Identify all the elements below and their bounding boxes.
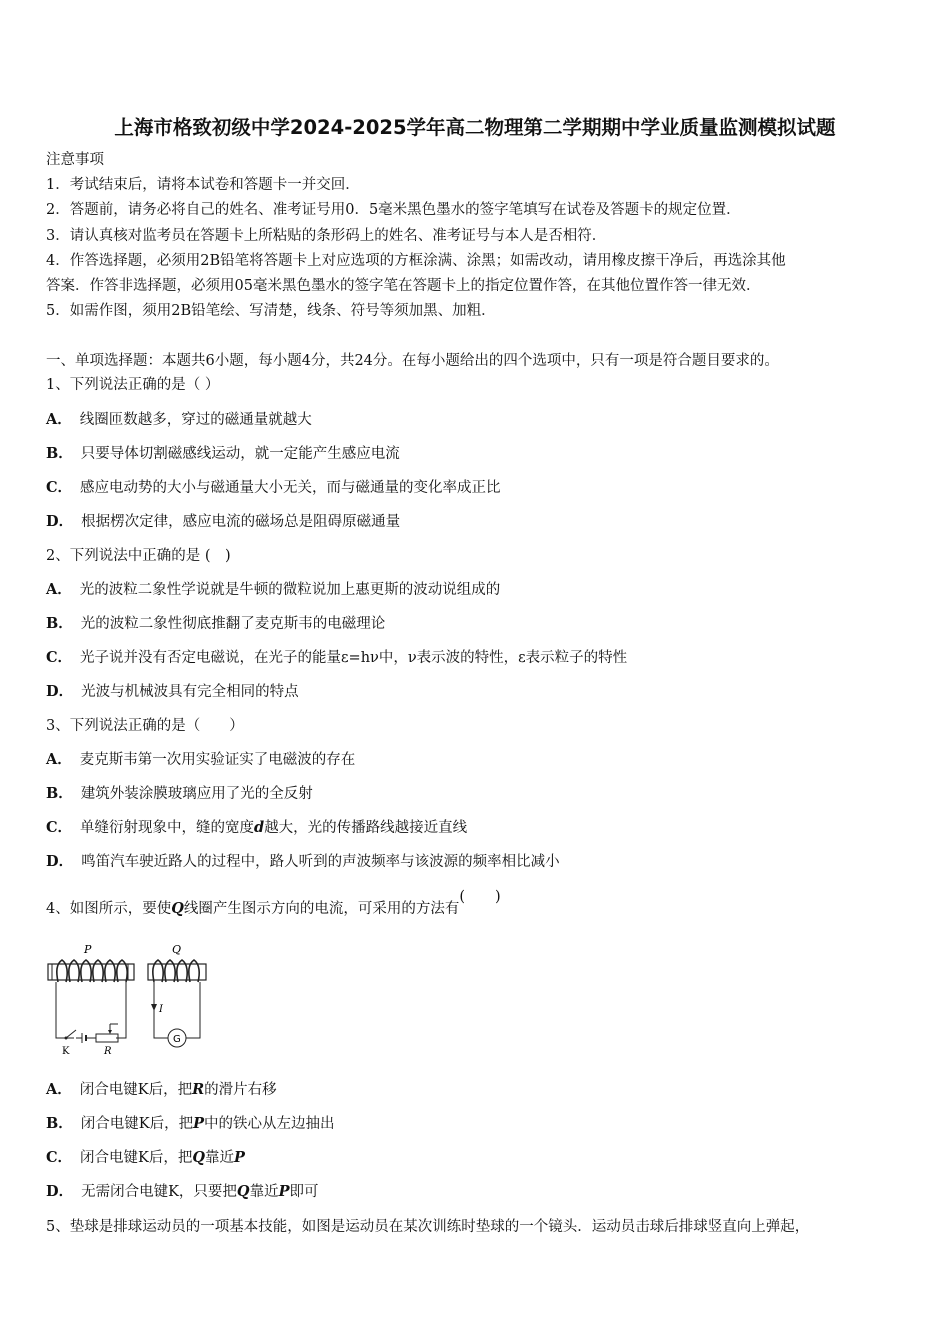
option-letter: A． <box>46 1081 72 1098</box>
notice-item: 5．如需作图，须用2B铅笔绘、写清楚，线条、符号等须加黑、加粗． <box>46 303 496 319</box>
option-letter: B． <box>46 1115 73 1132</box>
option-letter: C． <box>46 649 73 666</box>
option-letter: D． <box>46 853 74 870</box>
option-text: 感应电动势的大小与磁通量大小无关，而与磁通量的变化率成正比 <box>80 480 501 496</box>
variable: P <box>278 1183 290 1200</box>
option-letter: A． <box>46 581 72 598</box>
current-arrow <box>151 1004 157 1011</box>
option-text: 靠近 <box>249 1184 279 1200</box>
option-text: 中的铁心从左边抽出 <box>204 1116 335 1132</box>
option-d <box>46 852 560 872</box>
question-stem: 1、下列说法正确的是（ ） <box>46 377 220 393</box>
option-text: 闭合电键K后，把 <box>80 1116 194 1132</box>
option-letter: D． <box>46 683 74 700</box>
switch-pivot <box>65 1037 68 1040</box>
question-stem: 5、垫球是排球运动员的一项基本技能，如图是运动员在某次训练时垫球的一个镜头．运动员击球后排球竖直向上弹起， <box>46 1219 810 1235</box>
option-text: 只要导体切割磁感线运动，就一定能产生感应电流 <box>80 446 400 462</box>
option-letter: B． <box>46 615 73 632</box>
option-text: 的滑片右移 <box>204 1082 277 1098</box>
option-a <box>46 1080 277 1100</box>
option-text: 光子说并没有否定电磁说，在光子的能量ε=hν中，ν表示波的特性，ε表示粒子的特性 <box>80 650 628 666</box>
variable: Q <box>192 1149 206 1166</box>
label-i: I <box>159 1004 163 1015</box>
notice-heading: 注意事项 <box>46 152 104 168</box>
option-letter: A． <box>46 751 72 768</box>
option-text: 单缝衍射现象中，缝的宽度 <box>80 820 255 836</box>
label-k: K <box>62 1046 70 1057</box>
label-p: P <box>84 943 92 956</box>
option-b <box>46 1114 335 1134</box>
wire <box>56 982 74 1038</box>
option-text: 闭合电键K后，把 <box>79 1082 193 1098</box>
option-text: 建筑外装涂膜玻璃应用了光的全反射 <box>80 786 313 802</box>
option-text: 麦克斯韦第一次用实验证实了电磁波的存在 <box>79 752 356 768</box>
option-a <box>46 750 355 770</box>
label-r: R <box>104 1046 112 1057</box>
option-text: 即可 <box>289 1184 319 1200</box>
answer-paren-close: ) <box>495 889 501 905</box>
answer-paren-open: ( <box>459 889 496 905</box>
slider-arrow <box>108 1030 112 1034</box>
variable: P <box>193 1115 205 1132</box>
page-title: 上海市格致初级中学2024-2025学年高二物理第二学期期中学业质量监测模拟试题 <box>114 116 836 139</box>
variable: d <box>254 819 265 836</box>
option-letter: D． <box>46 1183 74 1200</box>
coil-p-windings <box>57 960 127 982</box>
notice-item: 3．请认真核对监考员在答题卡上所粘贴的条形码上的姓名、准考证号与本人是否相符． <box>46 228 607 244</box>
option-b <box>46 784 313 804</box>
option-letter: C． <box>46 1149 73 1166</box>
question-stem: 2、下列说法中正确的是 ( ) <box>46 548 231 564</box>
variable: Q <box>236 1183 250 1200</box>
label-q: Q <box>172 943 182 956</box>
option-text: 光波与机械波具有完全相同的特点 <box>81 684 299 700</box>
variable: P <box>234 1149 245 1166</box>
option-text: 靠近 <box>205 1150 235 1166</box>
option-text: 光的波粒二象性学说就是牛顿的微粒说加上惠更斯的波动说组成的 <box>79 582 501 598</box>
option-letter: B． <box>46 785 73 802</box>
coil-q-windings <box>153 960 199 982</box>
notice-item: 2．答题前，请务必将自己的姓名、准考证号用0．5毫米黑色墨水的签字笔填写在试卷及答题卡的规定位置． <box>46 202 741 218</box>
option-letter: C． <box>46 479 73 496</box>
wire <box>186 982 200 1038</box>
option-d <box>46 512 400 532</box>
option-text: 线圈匝数越多，穿过的磁通量就越大 <box>79 412 312 428</box>
option-text: 越大，光的传播路线越接近直线 <box>264 820 468 836</box>
option-letter: B． <box>46 445 73 462</box>
variable: R <box>192 1081 205 1098</box>
option-c <box>46 478 501 498</box>
option-a <box>46 580 500 600</box>
option-text: 无需闭合电键K，只要把 <box>81 1184 237 1200</box>
option-d <box>46 1182 318 1202</box>
label-g: G <box>173 1034 181 1045</box>
option-text: 根据楞次定律，感应电流的磁场总是阻碍原磁通量 <box>81 514 401 530</box>
notice-item: 答案．作答非选择题，必须用05毫米黑色墨水的签字笔在答题卡上的指定位置作答，在其他位置作答一律无效． <box>46 278 761 294</box>
wire <box>116 982 126 1038</box>
option-text: 闭合电键K后，把 <box>80 1150 193 1166</box>
rheostat-r <box>96 1034 118 1042</box>
option-text: 光的波粒二象性彻底推翻了麦克斯韦的电磁理论 <box>80 616 386 632</box>
option-text: 鸣笛汽车驶近路人的过程中，路人听到的声波频率与该波源的频率相比减小 <box>81 854 560 870</box>
stem-text: 线圈产生图示方向的电流，可采用的方法有 <box>183 901 460 917</box>
question-stem <box>46 889 501 919</box>
switch-k <box>66 1030 76 1038</box>
option-a <box>46 410 312 430</box>
notice-item: 4．作答选择题，必须用2B铅笔将答题卡上对应选项的方框涂满、涂黑；如需改动，请用橡皮擦干净后，再选涂其他 <box>46 253 786 269</box>
option-c <box>46 648 627 668</box>
option-letter: C． <box>46 819 73 836</box>
option-c <box>46 818 467 838</box>
variable: Q <box>171 900 184 917</box>
section-heading: 一、单项选择题：本题共6小题，每小题4分，共24分。在每小题给出的四个选项中，只有一项是符合题目要求的。 <box>46 353 779 369</box>
question-stem: 3、下列说法正确的是（ ） <box>46 718 244 734</box>
option-b <box>46 444 400 464</box>
option-c <box>46 1148 245 1168</box>
notice-item: 1．考试结束后，请将本试卷和答题卡一并交回． <box>46 177 360 193</box>
option-d <box>46 682 299 702</box>
coil-circuit-diagram <box>44 938 214 1060</box>
option-b <box>46 614 385 634</box>
option-letter: D． <box>46 513 74 530</box>
option-letter: A． <box>46 411 72 428</box>
stem-text: 4、如图所示，要使 <box>46 901 172 917</box>
